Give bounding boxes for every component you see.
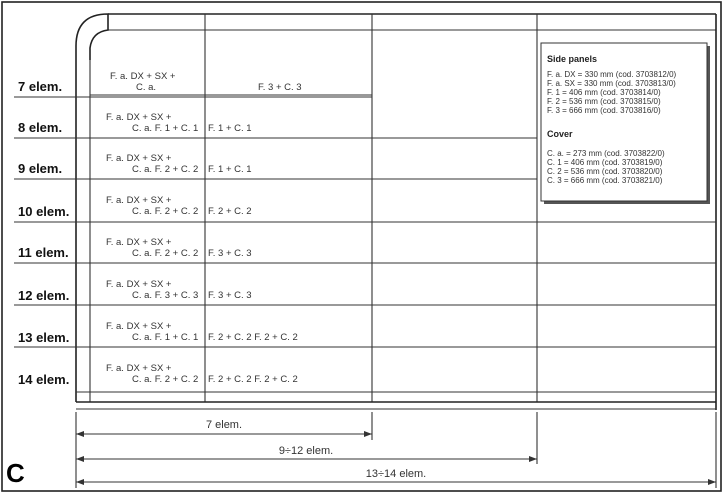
- legend-side-line: F. 3 = 666 mm (cod. 3703816/0): [547, 106, 661, 115]
- table-row: [14, 279, 716, 305]
- row-label: 8 elem.: [18, 120, 63, 135]
- legend-side-line: F. a. SX = 330 mm (cod. 3703813/0): [547, 79, 676, 88]
- row-label: 9 elem.: [18, 161, 63, 176]
- cell-line1: F. a. DX + SX +: [106, 363, 172, 374]
- arrow-left-icon: [76, 431, 84, 437]
- cell-line2: C. a.: [136, 82, 157, 93]
- arrow-left-icon: [76, 456, 84, 462]
- row-label: 7 elem.: [18, 79, 63, 94]
- row-label: 11 elem.: [18, 245, 69, 260]
- cell-line1: F. a. DX + SX +: [106, 237, 172, 248]
- corner-curve: [76, 14, 108, 60]
- dim-label-9-12: 9÷12 elem.: [278, 445, 334, 457]
- table-row: [18, 363, 298, 387]
- figure-letter: C: [6, 458, 25, 488]
- cell-col2: F. 3 + C. 3: [208, 290, 252, 301]
- legend-side-line: F. 1 = 406 mm (cod. 3703814/0): [547, 88, 661, 97]
- row-label: 12 elem.: [18, 288, 70, 303]
- cell-col2: F. 2 + C. 2 F. 2 + C. 2: [208, 332, 298, 343]
- cell-line2: C. a. F. 1 + C. 1: [132, 123, 199, 134]
- dimension-lines: [76, 412, 716, 488]
- table-row: [14, 153, 537, 179]
- legend-cover-line: C. 1 = 406 mm (cod. 3703819/0): [547, 158, 663, 167]
- legend-box: [541, 43, 710, 204]
- cell-line2: C. a. F. 2 + C. 2: [132, 164, 199, 175]
- arrow-left-icon: [76, 479, 84, 485]
- table-row: [14, 237, 716, 263]
- dim-label-13-14: 13÷14 elem.: [365, 468, 427, 480]
- cell-line1: F. a. DX + SX +: [106, 112, 172, 123]
- table-row: [14, 71, 372, 97]
- legend-cover-line: C. 2 = 536 mm (cod. 3703820/0): [547, 167, 663, 176]
- cell-col2: F. 2 + C. 2 F. 2 + C. 2: [208, 374, 298, 385]
- cell-col2: F. 3 + C. 3: [208, 248, 252, 259]
- cell-col2: F. 1 + C. 1: [208, 164, 252, 175]
- cell-col2: F. 3 + C. 3: [258, 82, 302, 93]
- legend-side-line: F. 2 = 536 mm (cod. 3703815/0): [547, 97, 661, 106]
- cell-col2: F. 2 + C. 2: [208, 206, 252, 217]
- cell-line2: C. a. F. 1 + C. 1: [132, 332, 199, 343]
- legend-cover-line: C. 3 = 666 mm (cod. 3703821/0): [547, 176, 663, 185]
- legend-cover-title: Cover: [547, 129, 573, 139]
- arrow-right-icon: [529, 456, 537, 462]
- cell-line2: C. a. F. 3 + C. 3: [132, 290, 199, 301]
- row-label: 10 elem.: [18, 204, 70, 219]
- cell-line1: F. a. DX + SX +: [106, 153, 172, 164]
- cell-line2: C. a. F. 2 + C. 2: [132, 206, 199, 217]
- row-label: 14 elem.: [18, 372, 70, 387]
- row-label: 13 elem.: [18, 330, 70, 345]
- cell-line1: F. a. DX + SX +: [110, 71, 176, 82]
- cell-line1: F. a. DX + SX +: [106, 321, 172, 332]
- arrow-right-icon: [708, 479, 716, 485]
- cell-line1: F. a. DX + SX +: [106, 279, 172, 290]
- legend-side-line: F. a. DX = 330 mm (cod. 3703812/0): [547, 70, 677, 79]
- arrow-right-icon: [364, 431, 372, 437]
- cell-line2: C. a. F. 2 + C. 2: [132, 374, 199, 385]
- table-row: [14, 112, 537, 138]
- cell-line1: F. a. DX + SX +: [106, 195, 172, 206]
- cell-col2: F. 1 + C. 1: [208, 123, 252, 134]
- legend-side-title: Side panels: [547, 54, 598, 64]
- legend-cover-line: C. a. = 273 mm (cod. 3703822/0): [547, 149, 665, 158]
- dim-label-7: 7 elem.: [205, 419, 243, 431]
- cell-line2: C. a. F. 2 + C. 2: [132, 248, 199, 259]
- table-row: [14, 321, 716, 347]
